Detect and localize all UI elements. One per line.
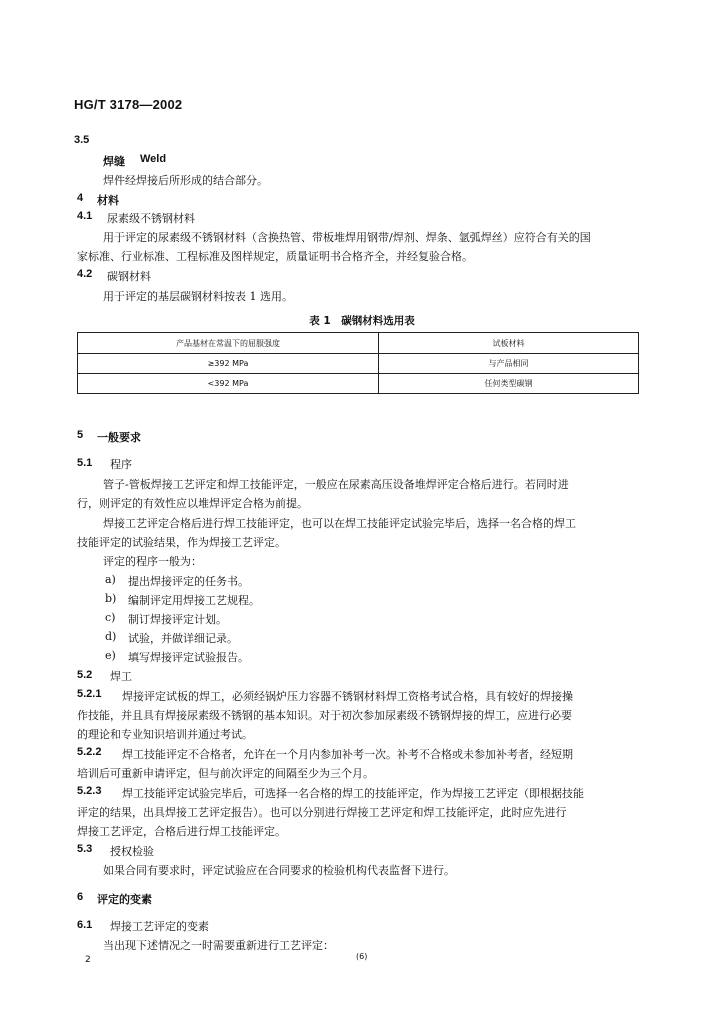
paragraph-line: 技能评定的试验结果，作为焊接工艺评定。 (77, 536, 286, 549)
table-cell: ≥392 MPa (78, 354, 379, 374)
paragraph-line: 评定的结果，出具焊接工艺评定报告）。也可以分别进行焊接工艺评定和焊工技能评定，此时应先进行 (77, 806, 567, 819)
list-item: 制订焊接评定计划。 (128, 613, 227, 626)
section-number: 6.1 (77, 919, 93, 931)
section-title: 评定的变素 (97, 893, 152, 906)
section-number: 6 (77, 891, 84, 903)
table-title: 表 1 碳钢材料选用表 (309, 315, 415, 327)
paragraph-line: 焊工技能评定不合格者，允许在一个月内参加补考一次。补考不合格或未参加补考者，经短期 (122, 748, 573, 761)
section-number: 4.2 (77, 268, 93, 280)
paragraph-line: 用于评定的尿素级不锈钢材料（含换热管、带板堆焊用钢带/焊剂、焊条、氩弧焊丝）应符合有关的国 (103, 231, 591, 244)
section-title: 焊工 (110, 670, 132, 683)
paragraph-line: 用于评定的基层碳钢材料按表 1 选用。 (103, 290, 293, 303)
section-number: 5.3 (77, 843, 93, 855)
list-item-letter: d) (105, 630, 117, 643)
section-number: 5.2 (77, 669, 93, 681)
list-item: 编制评定用焊接工艺规程。 (128, 594, 260, 607)
paragraph-line: 培训后可重新申请评定，但与前次评定的间隔至少为三个月。 (77, 767, 374, 780)
section-number: 3.5 (74, 134, 90, 146)
table-cell: 与产品相同 (379, 354, 639, 374)
section-number: 5.2.3 (77, 785, 102, 797)
paragraph-line: 当出现下述情况之一时需要重新进行工艺评定： (103, 939, 334, 952)
section-title: 尿素级不锈钢材料 (107, 212, 195, 225)
list-item-letter: a) (105, 573, 116, 586)
paragraph-line: 焊接工艺评定，合格后进行焊工技能评定。 (77, 825, 286, 838)
term-chinese: 焊缝 (103, 155, 125, 168)
paragraph-line: 管子-管板焊接工艺评定和焊工技能评定，一般应在尿素高压设备堆焊评定合格后进行。若同时进 (103, 478, 569, 491)
section-title: 程序 (110, 458, 132, 471)
paragraph-line: 焊接评定试板的焊工，必须经锅炉压力容器不锈钢材料焊工资格考试合格，具有较好的焊接操 (122, 690, 573, 703)
section-title: 碳钢材料 (107, 270, 151, 283)
section-number: 5 (77, 429, 84, 441)
list-item-letter: e) (105, 649, 116, 662)
table-cell: 任何类型碳钢 (379, 374, 639, 394)
section-number: 5.2.2 (77, 746, 102, 758)
list-item-letter: b) (105, 592, 117, 605)
list-item: 试验，并做详细记录。 (128, 632, 238, 645)
paragraph-line: 的理论和专业知识培训并通过考试。 (77, 728, 253, 741)
list-item: 提出焊接评定的任务书。 (128, 575, 249, 588)
section-number: 5.2.1 (77, 688, 102, 700)
paragraph-line: 行，则评定的有效性应以堆焊评定合格为前提。 (77, 497, 308, 510)
term-english: Weld (140, 153, 167, 165)
paragraph-line: 焊工技能评定试验完毕后，可选择一名合格的焊工的技能评定，作为焊接工艺评定（即根据技能 (122, 787, 584, 800)
paragraph-line: 如果合同有要求时，评定试验应在合同要求的检验机构代表监督下进行。 (103, 864, 455, 877)
table-header-cell: 试板材料 (379, 333, 639, 354)
section-title: 焊接工艺评定的变素 (110, 920, 209, 933)
table-row (78, 354, 639, 374)
section-number: 5.1 (77, 457, 93, 469)
paragraph-line: 作技能，并且具有焊接尿素级不锈钢的基本知识。对于初次参加尿素级不锈钢焊接的焊工，应进行必要 (77, 709, 572, 722)
footer-mark: (6) (356, 952, 368, 961)
section-title: 材料 (97, 194, 119, 207)
material-table (77, 332, 639, 394)
section-title: 授权检验 (110, 845, 154, 858)
list-item-letter: c) (105, 611, 116, 624)
paragraph-line: 评定的程序一般为： (103, 555, 202, 568)
term-definition: 焊件经焊接后所形成的结合部分。 (103, 174, 268, 187)
list-item: 填写焊接评定试验报告。 (128, 651, 249, 664)
standard-code: HG/T 3178—2002 (74, 97, 183, 112)
table-header-row (78, 333, 639, 354)
paragraph-line: 焊接工艺评定合格后进行焊工技能评定，也可以在焊工技能评定试验完毕后，选择一名合格的焊工 (103, 517, 576, 530)
page-number: 2 (85, 955, 91, 965)
section-number: 4 (77, 192, 84, 204)
table-cell: <392 MPa (78, 374, 379, 394)
table-header-cell: 产品基材在常温下的屈服强度 (78, 333, 379, 354)
table-row (78, 374, 639, 394)
paragraph-line: 家标准、行业标准、工程标准及图样规定，质量证明书合格齐全，并经复验合格。 (77, 250, 473, 263)
section-number: 4.1 (77, 210, 93, 222)
section-title: 一般要求 (97, 431, 141, 444)
